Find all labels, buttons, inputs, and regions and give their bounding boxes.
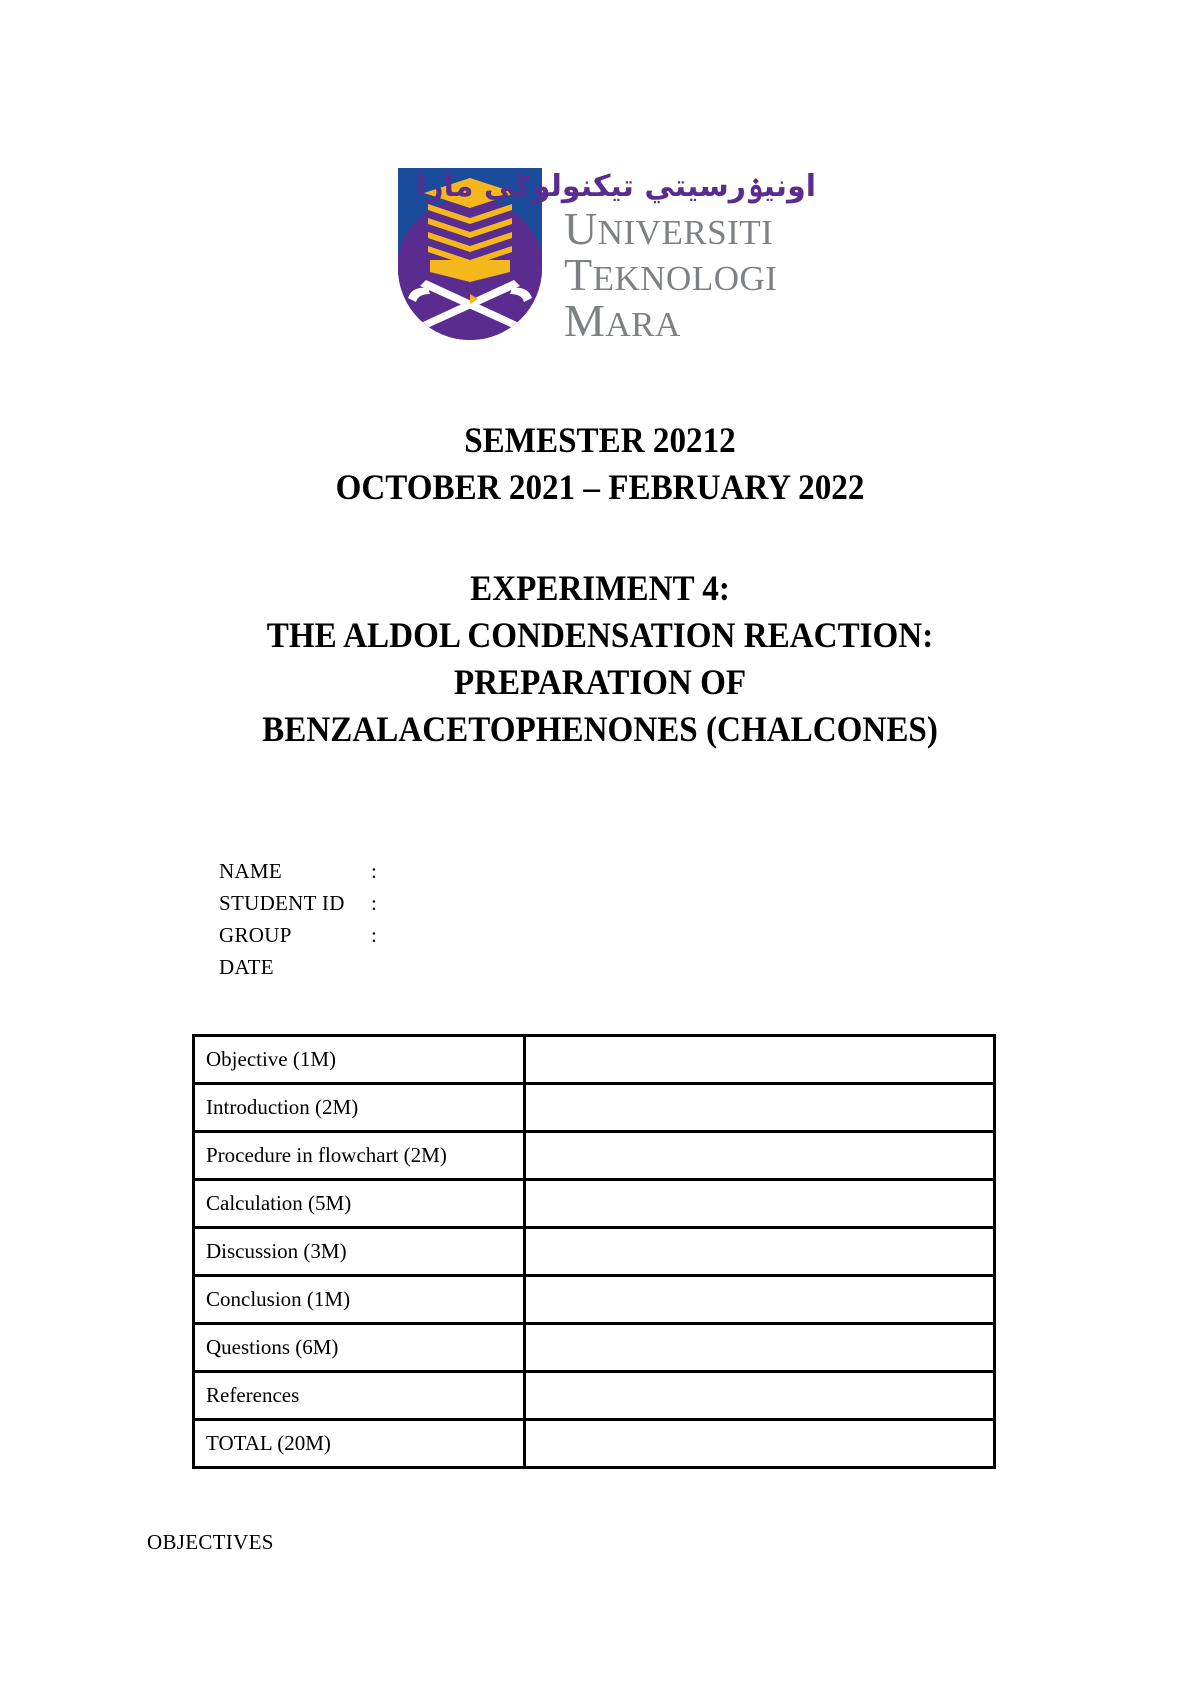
- logo-jawi-text: اونيۏرسيتي تيكنولوݢي مارا: [416, 169, 816, 204]
- row-label: Calculation (5M): [194, 1180, 525, 1228]
- semester-heading: [0, 417, 1200, 511]
- row-label: Introduction (2M): [194, 1084, 525, 1132]
- row-label: References: [194, 1372, 525, 1420]
- marks-table: [192, 1034, 996, 1469]
- table-row: [194, 1180, 995, 1228]
- logo-line-mara: MARA: [564, 295, 681, 346]
- group-colon: :: [371, 923, 377, 947]
- mark-cell[interactable]: [525, 1180, 995, 1228]
- group-label: GROUP: [219, 923, 292, 947]
- mark-cell[interactable]: [525, 1276, 995, 1324]
- experiment-title-line: THE ALDOL CONDENSATION REACTION:: [266, 615, 934, 655]
- student-id-label: STUDENT ID: [219, 891, 345, 915]
- logo-line-universiti: UNIVERSITI: [564, 203, 774, 254]
- date-field[interactable]: [219, 951, 345, 983]
- student-info: [219, 855, 377, 983]
- experiment-title-line: BENZALACETOPHENONES (CHALCONES): [262, 709, 938, 749]
- table-row: [194, 1324, 995, 1372]
- table-row: [194, 1276, 995, 1324]
- name-field[interactable]: [219, 855, 377, 887]
- row-label: TOTAL (20M): [194, 1420, 525, 1468]
- group-field[interactable]: [219, 919, 377, 951]
- mark-cell[interactable]: [525, 1084, 995, 1132]
- mark-cell[interactable]: [525, 1372, 995, 1420]
- experiment-title: [0, 565, 1200, 753]
- mark-cell[interactable]: [525, 1324, 995, 1372]
- table-row: [194, 1036, 995, 1084]
- experiment-number: EXPERIMENT 4:: [470, 568, 730, 608]
- name-label: NAME: [219, 859, 283, 883]
- table-row: [194, 1132, 995, 1180]
- experiment-title-line: PREPARATION OF: [453, 662, 747, 702]
- student-id-colon: :: [371, 891, 377, 915]
- row-label: Conclusion (1M): [194, 1276, 525, 1324]
- semester-period: OCTOBER 2021 – FEBRUARY 2022: [335, 467, 865, 507]
- mark-cell[interactable]: [525, 1036, 995, 1084]
- total-mark-cell[interactable]: [525, 1420, 995, 1468]
- table-row: [194, 1372, 995, 1420]
- student-id-field[interactable]: [219, 887, 377, 919]
- row-label: Questions (6M): [194, 1324, 525, 1372]
- name-colon: :: [371, 859, 377, 883]
- table-row: [194, 1228, 995, 1276]
- semester-code: SEMESTER 20212: [464, 420, 736, 460]
- row-label: Procedure in flowchart (2M): [194, 1132, 525, 1180]
- objectives-heading: OBJECTIVES: [147, 1530, 274, 1554]
- mark-cell[interactable]: [525, 1132, 995, 1180]
- row-label: Objective (1M): [194, 1036, 525, 1084]
- mark-cell[interactable]: [525, 1228, 995, 1276]
- logo-wordmark: [416, 168, 836, 346]
- date-label: DATE: [219, 955, 274, 979]
- logo-line-teknologi: TEKNOLOGI: [564, 249, 778, 300]
- table-row-total: [194, 1420, 995, 1468]
- table-row: [194, 1084, 995, 1132]
- row-label: Discussion (3M): [194, 1228, 525, 1276]
- university-logo: [398, 168, 828, 346]
